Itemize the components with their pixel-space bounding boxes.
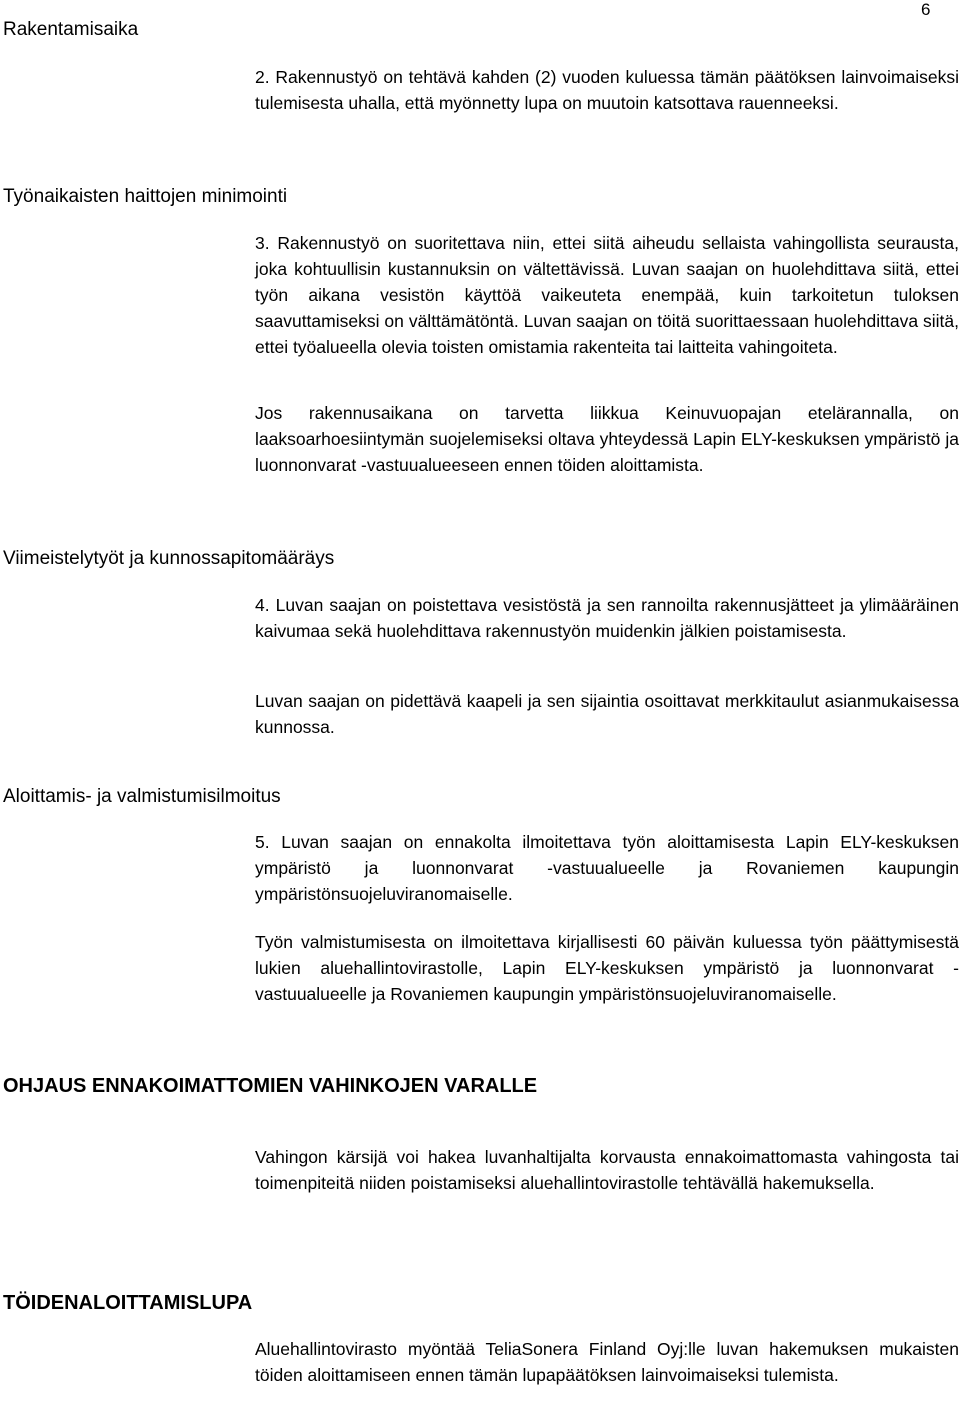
paragraph-viimeistely-1: 4. Luvan saajan on poistettava vesistöstä ja sen rannoilta rakennusjätteet ja ylimääräinen kaivumaa sekä huolehdittava rakennustyön muidenkin jälkien poistamisesta. xyxy=(255,595,959,641)
paragraph-ohjaus-1: Vahingon kärsijä voi hakea luvanhaltijalta korvausta ennakoimattomasta vahingosta tai toimenpiteitä niiden poistamiseksi aluehallintovirastolle tehtävällä hakemuksella. xyxy=(255,1147,959,1193)
heading-viimeistely: Viimeistelytyöt ja kunnossapitomääräys xyxy=(3,548,335,569)
heading-rakentamisaika: Rakentamisaika xyxy=(3,19,139,40)
paragraph-viimeistely-2: Luvan saajan on pidettävä kaapeli ja sen sijaintia osoittavat merkkitaulut asianmukaisessa kunnossa. xyxy=(255,691,959,737)
heading-tyonaikaiset: Työnaikaisten haittojen minimointi xyxy=(3,186,288,207)
paragraph-rakentamisaika-1: 2. Rakennustyö on tehtävä kahden (2) vuoden kuluessa tämän päätöksen lainvoimaiseksi tulemisesta uhalla, että myönnetty lupa on muutoin katsottava rauenneeksi. xyxy=(255,67,959,113)
heading-ohjaus: OHJAUS ENNAKOIMATTOMIEN VAHINKOJEN VARALLE xyxy=(3,1075,538,1097)
paragraph-toidenaloittamislupa-1: Aluehallintovirasto myöntää TeliaSonera Finland Oyj:lle luvan hakemuksen mukaisten töiden aloittamiseen ennen tämän lupapäätöksen lainvoimaiseksi tulemista. xyxy=(255,1339,959,1385)
paragraph-aloittamis-2: Työn valmistumisesta on ilmoitettava kirjallisesti 60 päivän kuluessa työn päättymisestä lukien aluehallintovirastolle, Lapin ELY-keskuksen ympäristö ja luonnonvarat -vastuualueelle ja Rovaniemen kaupungin ympäristönsuojeluviranomaiselle. xyxy=(255,932,959,1004)
paragraph-tyonaikaiset-1: 3. Rakennustyö on suoritettava niin, ettei siitä aiheudu sellaista vahingollista seurausta, joka kohtuullisin kustannuksin on vältettävissä. Luvan saajan on huolehdittava siitä, ettei työn aikana vesistön käyttöä vaikeuteta enempää, kuin tarkoitetun tuloksen saavuttamiseksi on välttämätöntä. Luvan saajan on töitä suorittaessaan huolehdittava siitä, ettei työalueella olevia toisten omistamia rakenteita tai laitteita vahingoiteta. xyxy=(255,233,959,357)
heading-aloittamis: Aloittamis- ja valmistumisilmoitus xyxy=(3,786,281,807)
heading-toidenaloittamislupa: TÖIDENALOITTAMISLUPA xyxy=(3,1292,253,1314)
paragraph-tyonaikaiset-2: Jos rakennusaikana on tarvetta liikkua Keinuvuopajan etelärannalla, on laaksoarhoesiintymän suojelemiseksi oltava yhteydessä Lapin ELY-keskuksen ympäristö ja luonnonvarat -vastuualueeseen ennen töiden aloittamista. xyxy=(255,403,959,475)
paragraph-aloittamis-1: 5. Luvan saajan on ennakolta ilmoitettava työn aloittamisesta Lapin ELY-keskuksen ympäristö ja luonnonvarat -vastuualueelle ja Rovaniemen kaupungin ympäristönsuojeluviranomaiselle. xyxy=(255,832,959,904)
page-number: 6 xyxy=(921,0,931,19)
